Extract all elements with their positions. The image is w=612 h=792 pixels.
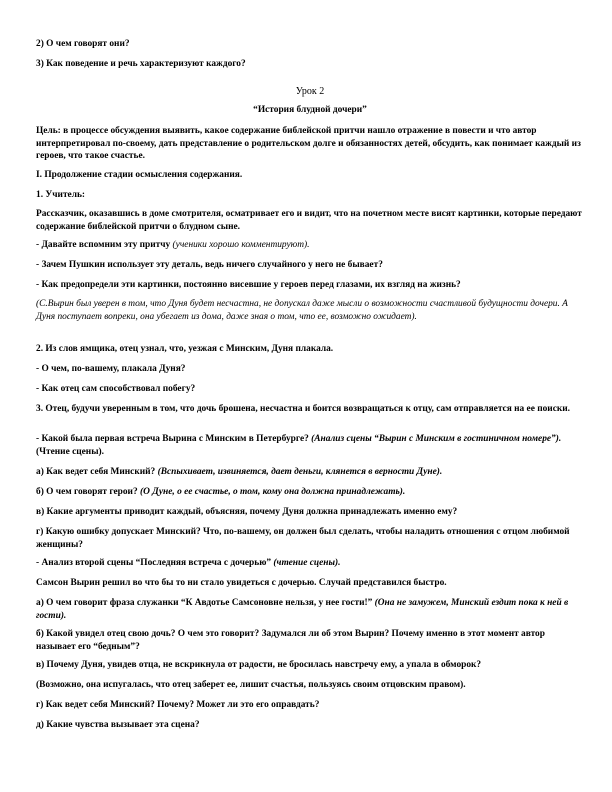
- question-tail: (Чтение сцены).: [36, 446, 104, 457]
- answer-dunya: (Возможно, она испугалась, что отец заберет ее, лишит счастья, пользуясь своим отцовским правом).: [36, 680, 466, 690]
- question-text: б) О чем говорят герои?: [36, 487, 140, 497]
- question-a: [36, 466, 584, 479]
- question-recall: [36, 239, 584, 252]
- question-g: г) Какую ошибку допускает Минский? Что, по-вашему, он должен был сделать, чтобы наладить отношения с отцом любимой женщины?: [36, 527, 570, 550]
- teacher-heading: 1. Учитель:: [36, 190, 86, 200]
- question-2g: г) Как ведет себя Минский? Почему? Может ли это его оправдать?: [36, 700, 320, 710]
- question-note: (Вспыхивает, извиняется, дает деньги, клянется в верности Дуне).: [157, 467, 443, 477]
- question-text: а) О чем говорит фраза служанки “К Авдотье Самсоновне нельзя, у нее гости!”: [36, 598, 375, 608]
- question-text: - Какой была первая встреча Вырина с Минским в Петербурге?: [36, 434, 312, 444]
- question-text: - Давайте вспомним эту притчу: [36, 240, 173, 250]
- question-2: 2) О чем говорят они?: [36, 39, 130, 49]
- question-note: (ученики хорошо комментируют).: [172, 240, 310, 250]
- question-note: (О Дуне, о ее счастье, о том, кому она должна принадлежать).: [140, 487, 406, 497]
- question-v: в) Какие аргументы приводит каждый, объясняя, почему Дуня должна принадлежать именно ему?: [36, 507, 458, 517]
- item-2: 2. Из слов ямщика, отец узнал, что, уезжая с Минским, Дуня плакала.: [36, 344, 334, 354]
- question-note: (Она не замужем, Минский ездит пока к ней в гости).: [36, 598, 569, 621]
- question-3: 3) Как поведение и речь характеризуют каждого?: [36, 59, 246, 69]
- analysis-note: (чтение сцены).: [273, 558, 341, 568]
- lesson-label: Урок 2: [295, 86, 325, 97]
- question-2b: б) Какой увидел отец свою дочь? О чем это говорит? Задумался ли об этом Вырин? Почему именно в этот момент автор называет его “бедным”?: [36, 629, 545, 652]
- question-2d: д) Какие чувства вызывает эта сцена?: [36, 720, 200, 730]
- item-3: 3. Отец, будучи уверенным в том, что дочь брошена, несчастна и боится возвращаться к отцу, сам отправляется на ее поиски.: [36, 404, 571, 414]
- question-note: (Анализ сцены “Вырин с Минским в гостиничном номере”).: [311, 434, 562, 444]
- analysis-scene-2: [36, 557, 584, 570]
- question-2v: в) Почему Дуня, увидев отца, не вскрикнула от радости, не бросилась навстречу ему, а упала в обморок?: [36, 660, 482, 670]
- question-escape: - Как отец сам способствовал побегу?: [36, 384, 196, 394]
- samson-paragraph: Самсон Вырин решил во что бы то ни стало увидеться с дочерью. Случай представился быстро.: [36, 578, 447, 588]
- narrator-paragraph: Рассказчик, оказавшись в доме смотрителя, осматривает его и видит, что на почетном месте висят картинки, которые передают содержание библейской притчи о блудном сыне.: [36, 209, 582, 232]
- question-cry: - О чем, по-вашему, плакала Дуня?: [36, 364, 186, 374]
- analysis-text: - Анализ второй сцены “Последняя встреча с дочерью”: [36, 558, 274, 568]
- lesson-title: “История блудной дочери”: [253, 105, 367, 115]
- answer-vyrin: (С.Вырин был уверен в том, что Дуня будет несчастна, не допускал даже мысли о возможности счастливой будущности дочери. А Дуня поступает вопреки, она убегает из дома, даже зная о том, что ее, возможно ожидает).: [36, 299, 568, 322]
- question-first-meeting: [36, 433, 584, 458]
- question-predetermine: - Как предопредели эти картинки, постоянно висевшие у героев перед глазами, их взгляд на жизнь?: [36, 280, 461, 290]
- question-2a: [36, 597, 584, 622]
- lesson-goal: Цель: в процессе обсуждения выявить, какое содержание библейской притчи нашло отражение в повести и что автор интерпретировал по-своему, дать представление о родительском долге и обязанностях детей, обсудить, как понимает каждый из героев, что такое счастье.: [36, 126, 581, 162]
- question-text: а) Как ведет себя Минский?: [36, 467, 158, 477]
- question-why: - Зачем Пушкин использует эту деталь, ведь ничего случайного у него не бывает?: [36, 260, 383, 270]
- section-heading: I. Продолжение стадии осмысления содержания.: [36, 170, 243, 180]
- question-b: [36, 486, 584, 499]
